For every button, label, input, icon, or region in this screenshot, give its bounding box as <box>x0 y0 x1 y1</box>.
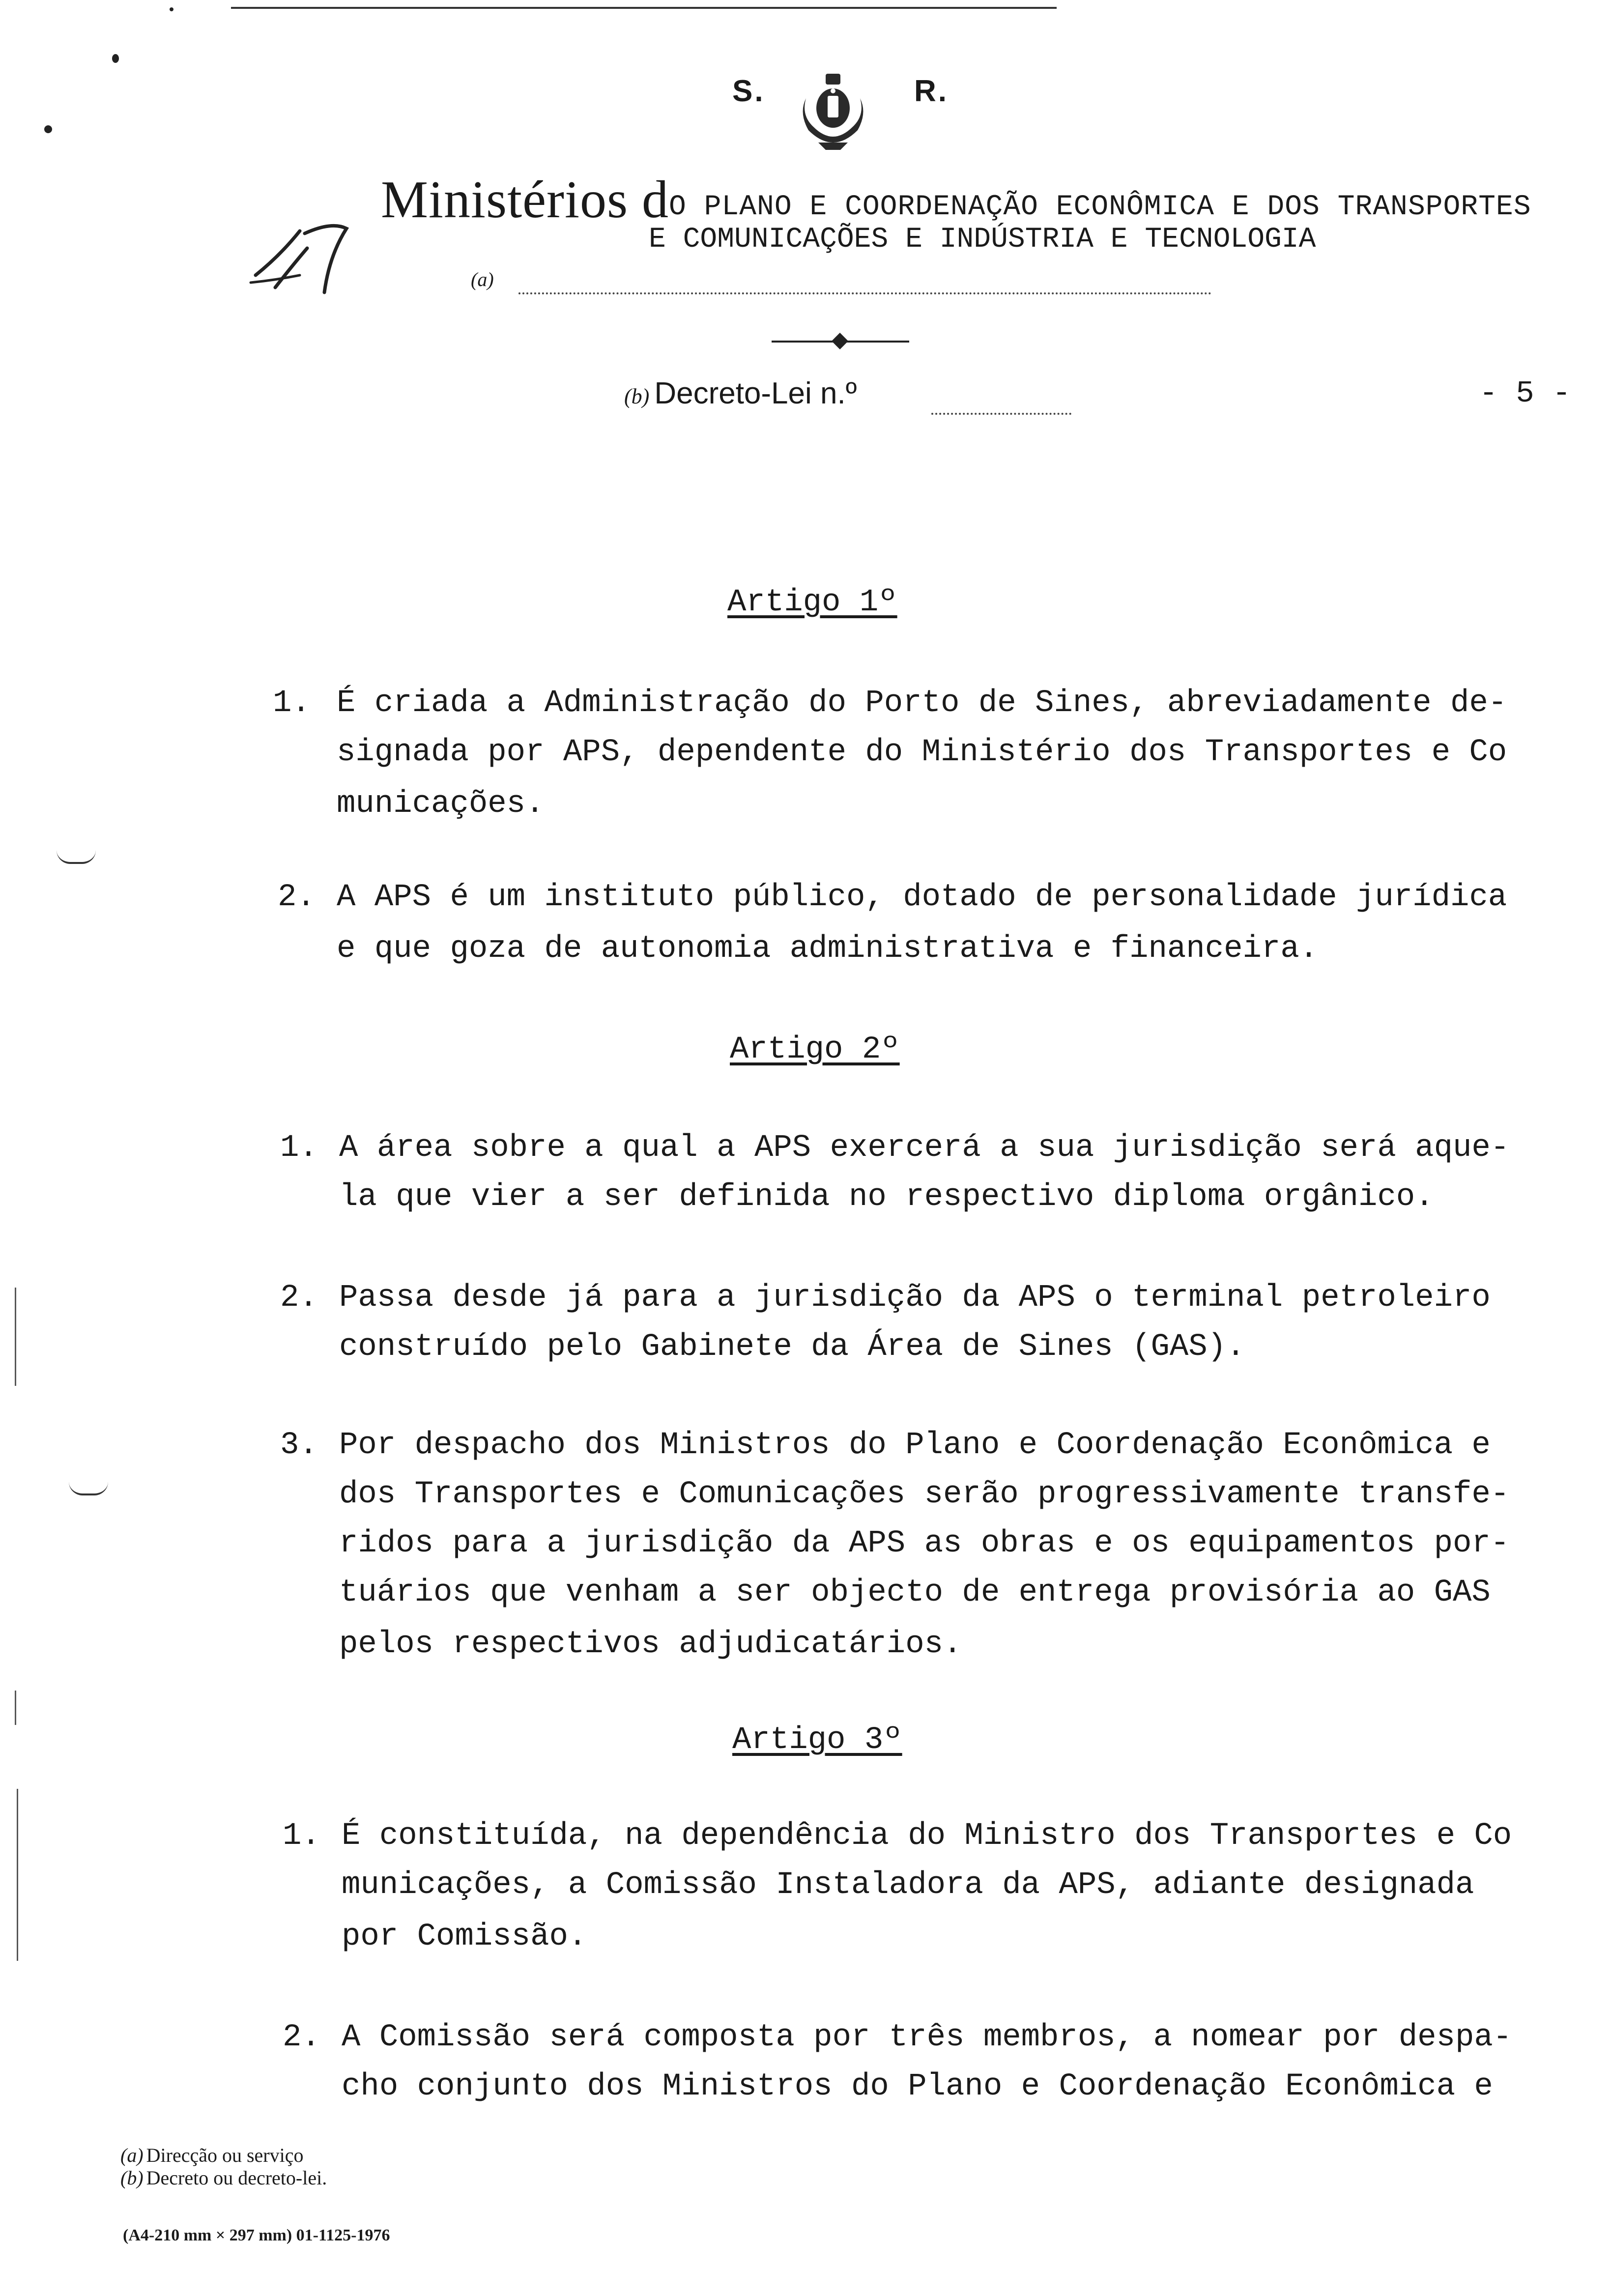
text-line: É criada a Administração do Porto de Sines, abreviadamente de- <box>337 686 1507 721</box>
page-number: - 5 - <box>1479 376 1571 411</box>
text-line: construído pelo Gabinete da Área de Sines (GAS). <box>339 1329 1245 1365</box>
text-line: Passa desde já para a jurisdição da APS o terminal petroleiro <box>339 1280 1491 1316</box>
text-line: ridos para a jurisdição da APS as obras e os equipamentos por- <box>339 1526 1510 1561</box>
ornament-diamond <box>832 333 848 349</box>
ministry-line-1: O PLANO E COORDENAÇÃO ECONÔMICA E DOS TRANSPORTES <box>669 191 1531 223</box>
paragraph-number: 2. <box>283 2020 320 2055</box>
scan-arc-mark <box>57 850 96 864</box>
coat-of-arms-icon <box>791 69 875 152</box>
footnote-b-marker: (b) <box>120 2167 144 2189</box>
text-line: por Comissão. <box>342 1919 587 1954</box>
text-line: signada por APS, dependente do Ministério dos Transportes e Co <box>337 735 1507 770</box>
text-line: municações, a Comissão Instaladora da APS, adiante designada <box>342 1867 1474 1903</box>
text-line: Por despacho dos Ministros do Plano e Coordenação Econômica e <box>339 1428 1491 1463</box>
decreto-line <box>624 376 857 411</box>
decreto-b-marker: (b) <box>624 384 650 408</box>
paragraph-number: 1. <box>280 1130 318 1166</box>
paragraph-number: 1. <box>283 1818 320 1854</box>
text-line: dos Transportes e Comunicações serão progressivamente transfe- <box>339 1477 1510 1512</box>
scan-speck <box>112 54 119 63</box>
text-line: A APS é um instituto público, dotado de personalidade jurídica <box>337 880 1507 915</box>
footnote-a-marker: (a) <box>120 2144 144 2166</box>
text-line: É constituída, na dependência do Ministro dos Transportes e Co <box>342 1818 1512 1854</box>
margin-mark <box>15 1288 16 1386</box>
paragraph-number: 2. <box>278 880 316 915</box>
margin-mark <box>17 1789 18 1961</box>
scan-speck <box>170 7 173 11</box>
scan-speck <box>44 125 52 133</box>
footnote-b <box>120 2166 327 2189</box>
text-line: A área sobre a qual a APS exercerá a sua jurisdição será aque- <box>339 1130 1510 1166</box>
paragraph-number: 1. <box>273 686 311 721</box>
header-r-letter: R. <box>914 74 949 108</box>
direction-dotted-field <box>518 292 1211 294</box>
footnote-b-text: Decreto ou decreto-lei. <box>146 2167 327 2189</box>
article-3-title: Artigo 3º <box>732 1722 902 1758</box>
scan-arc-mark <box>69 1482 108 1495</box>
decreto-number-field <box>931 413 1071 415</box>
top-rule <box>231 7 1057 9</box>
handwritten-initials-icon <box>246 201 364 300</box>
paragraph-number: 2. <box>280 1280 318 1316</box>
text-line: A Comissão será composta por três membros, a nomear por despa- <box>342 2020 1512 2055</box>
footnote-a <box>120 2144 303 2167</box>
print-reference: (A4-210 mm × 297 mm) 01-1125-1976 <box>123 2226 390 2244</box>
decreto-label: Decreto-Lei n.º <box>654 376 857 410</box>
ministry-heading <box>381 170 1531 230</box>
margin-mark <box>15 1691 16 1725</box>
header-s-letter: S. <box>732 74 765 108</box>
text-line: la que vier a ser definida no respectivo diploma orgânico. <box>339 1179 1434 1215</box>
text-line: pelos respectivos adjudicatários. <box>339 1627 962 1662</box>
paragraph-number: 3. <box>280 1428 318 1463</box>
ministerios-label: Ministérios d <box>381 171 669 229</box>
footnote-a-text: Direcção ou serviço <box>146 2144 304 2166</box>
ministry-line-2: E COMUNICAÇÕES E INDÚSTRIA E TECNOLOGIA <box>649 224 1316 256</box>
text-line: municações. <box>337 786 545 822</box>
article-2-title: Artigo 2º <box>730 1032 900 1067</box>
text-line: e que goza de autonomia administrativa e financeira. <box>337 931 1319 967</box>
text-line: tuários que venham a ser objecto de entrega provisória ao GAS <box>339 1575 1491 1610</box>
text-line: cho conjunto dos Ministros do Plano e Coordenação Econômica e <box>342 2069 1493 2104</box>
direction-label-a: (a) <box>471 268 494 290</box>
article-1-title: Artigo 1º <box>727 585 897 620</box>
